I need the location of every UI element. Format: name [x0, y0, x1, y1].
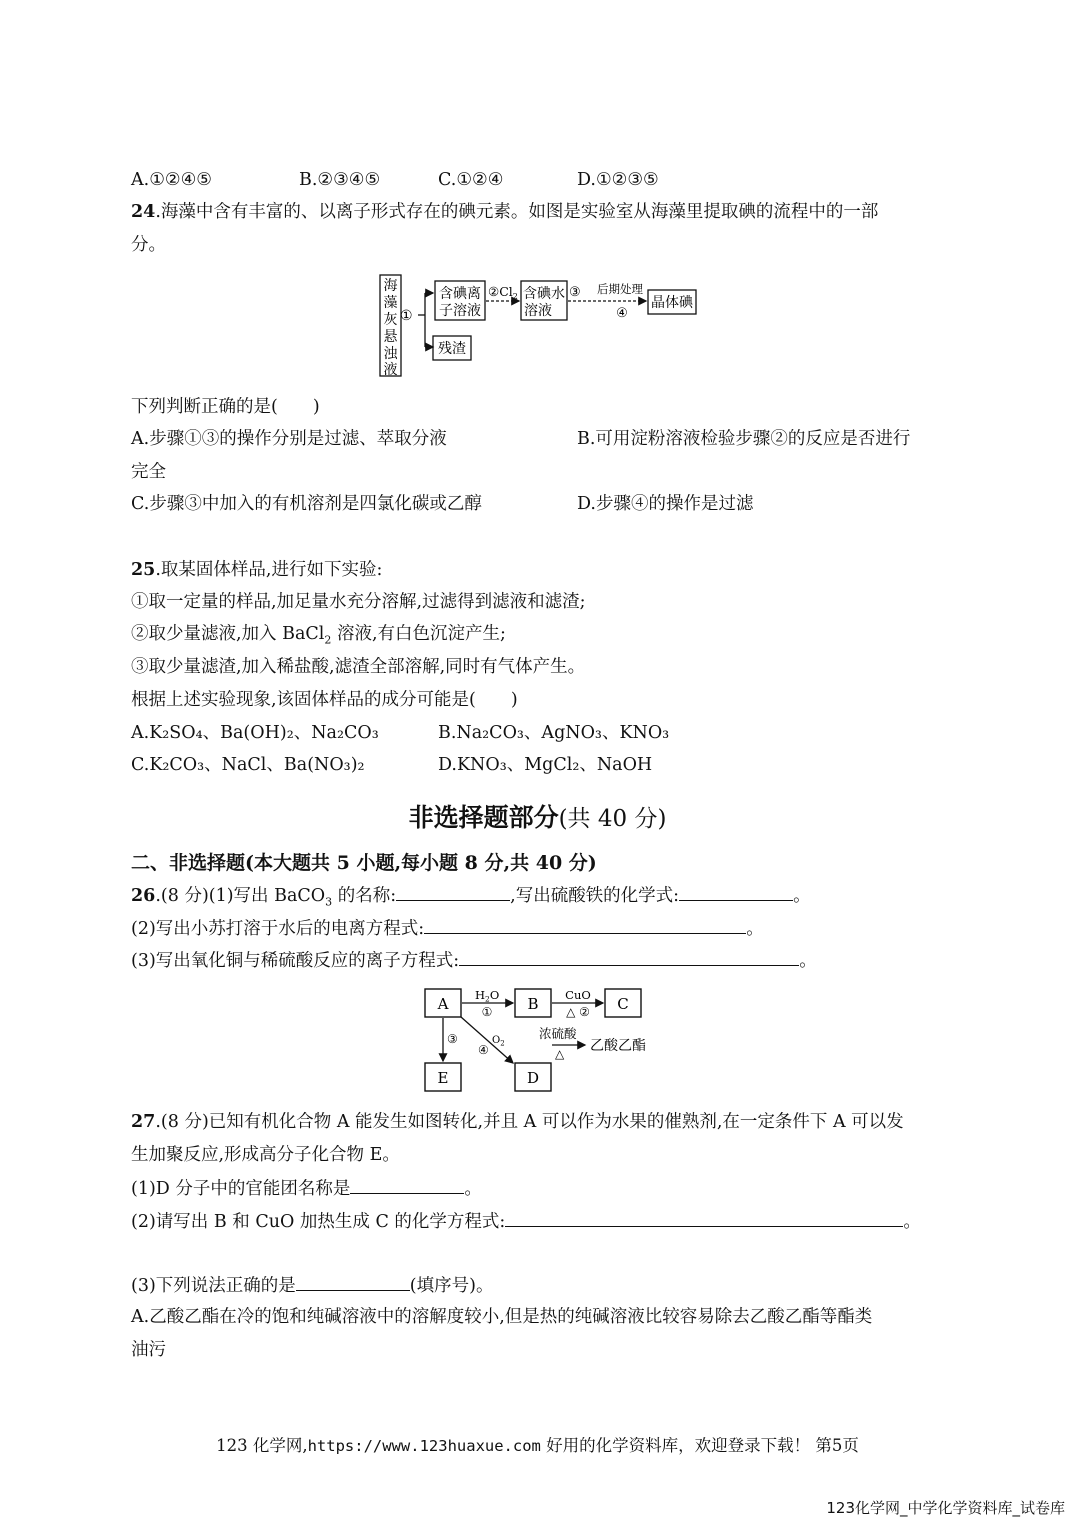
q27-part-2: (2)请写出 B 和 CuO 加热生成 C 的化学方程式: 。	[131, 1208, 921, 1234]
part2-heading: 二、非选择题(本大题共 5 小题,每小题 8 分,共 40 分)	[131, 852, 597, 874]
scheme-label-d: D	[526, 1069, 540, 1087]
q24-stem-text: .海藻中含有丰富的、以离子形式存在的碘元素。如图是实验室从海藻里提取碘的流程中的一部	[155, 202, 879, 222]
scheme-ester: 乙酸乙酯	[590, 1038, 646, 1054]
q25-stem-text: .取某固体样品,进行如下实验:	[155, 560, 383, 580]
q26-blank-ionic-equation[interactable]	[459, 947, 799, 966]
q24-stem-cont: 分。	[131, 235, 166, 255]
flow-step-1: ①	[400, 308, 413, 324]
q25-step-3: ③取少量滤渣,加入稀盐酸,滤渣全部溶解,同时有气体产生。	[131, 657, 586, 677]
footer-slogan: 好用的化学资料库，欢迎登录下载！	[540, 1436, 816, 1455]
scheme-heat: △	[555, 1047, 565, 1061]
q25-number: 25	[131, 560, 156, 580]
q27-blank-equation[interactable]	[505, 1208, 903, 1227]
q24-option-a: A.步骤①③的操作分别是过滤、萃取分液	[131, 429, 447, 449]
flow-step-3: ③	[569, 285, 581, 300]
q26-blank-formula[interactable]	[679, 882, 793, 901]
flow-start-char-3: 灰	[383, 312, 398, 328]
q24-flow-diagram	[370, 268, 710, 382]
scheme-step-2: △ ②	[566, 1005, 590, 1019]
scheme-label-b: B	[527, 995, 539, 1013]
flow-box2-line2: 溶液	[524, 303, 552, 319]
q25-option-c: C.K₂CO₃、NaCl、Ba(NO₃)₂	[131, 755, 365, 775]
q23-option-a: A.①②④⑤	[131, 170, 212, 190]
q27-stem	[131, 1110, 904, 1134]
q24-question: 下列判断正确的是( )	[131, 397, 320, 417]
section-score: (共 40 分)	[558, 806, 667, 832]
scheme-label-a: A	[437, 995, 449, 1013]
scheme-step-3: ③	[447, 1032, 458, 1046]
q26-blank-name[interactable]	[396, 882, 510, 901]
flow-start-char-1: 海	[383, 278, 398, 294]
flow-product: 晶体碘	[651, 295, 693, 311]
q26-line-3: (3)写出氧化铜与稀硫酸反应的离子方程式: 。	[131, 947, 817, 973]
q27-stem-text: .(8 分)已知有机化合物 A 能发生如图转化,并且 A 可以作为水果的催熟剂,在一定条件下 A 可以发	[155, 1112, 904, 1132]
flow-start-char-2: 藻	[383, 295, 398, 311]
q27-option-a-cont: 油污	[131, 1340, 166, 1360]
footer-site: 123 化学网,	[216, 1436, 308, 1455]
q26-line-2: (2)写出小苏打溶于水后的电离方程式: 。	[131, 915, 764, 941]
q25-option-a: A.K₂SO₄、Ba(OH)₂、Na₂CO₃	[131, 723, 379, 743]
q23-option-b: B.②③④⑤	[299, 170, 381, 190]
q27-number: 27	[131, 1112, 156, 1132]
q27-part-3: (3)下列说法正确的是 (填序号)。	[131, 1272, 493, 1298]
q23-option-c: C.①②④	[438, 170, 504, 190]
q25-step-1: ①取一定量的样品,加足量水充分溶解,过滤得到滤液和滤渣;	[131, 592, 586, 612]
section-title-text: 非选择题部分	[408, 803, 559, 832]
q24-number: 24	[131, 202, 156, 222]
q25-stem	[131, 558, 382, 582]
q27-part-1: (1)D 分子中的官能团名称是 。	[131, 1175, 482, 1201]
flow-box1-line2: 子溶液	[439, 303, 481, 319]
flow-residue: 残渣	[438, 341, 466, 357]
scheme-h2o: $H_2O$	[475, 988, 500, 1004]
scheme-step-1: ①	[481, 1005, 493, 1019]
scheme-label-c: C	[617, 995, 629, 1013]
q24-option-b: B.可用淀粉溶液检验步骤②的反应是否进行	[577, 429, 911, 449]
q24-option-b-cont: 完全	[131, 462, 166, 482]
flow-start-char-5: 浊	[383, 346, 398, 362]
flow-box2-line1: 含碘水	[523, 286, 565, 302]
q27-blank-answer[interactable]	[296, 1272, 410, 1291]
q25-option-b: B.Na₂CO₃、AgNO₃、KNO₃	[438, 723, 670, 743]
q25-option-d: D.KNO₃、MgCl₂、NaOH	[438, 755, 653, 775]
q27-stem-cont: 生加聚反应,形成高分子化合物 E。	[131, 1145, 400, 1165]
section-title	[0, 798, 1075, 834]
footer-url[interactable]: https://www.123huaxue.com	[307, 1437, 541, 1455]
page-footer	[0, 1432, 1075, 1456]
q27-blank-functional-group[interactable]	[350, 1175, 464, 1194]
scheme-cuo: CuO	[565, 988, 591, 1002]
q27-reaction-scheme	[415, 983, 665, 1095]
q24-option-d: D.步骤④的操作是过滤	[577, 494, 754, 514]
flow-step-2: $②Cl_2$	[488, 284, 518, 301]
flow-box1-line1: 含碘离	[439, 286, 481, 302]
q27-option-a: A.乙酸乙酯在冷的饱和纯碱溶液中的溶解度较小,但是热的纯碱溶液比较容易除去乙酸乙酯等酯类	[131, 1307, 873, 1327]
scheme-conc-acid: 浓硫酸	[539, 1026, 577, 1041]
scheme-o2: $O_2$	[492, 1035, 505, 1048]
watermark: 123化学网_中学化学资料库_试卷库	[826, 1499, 1065, 1517]
q24-stem	[131, 200, 878, 224]
flow-start-char-4: 悬	[383, 329, 398, 345]
footer-page-number: 第5页	[815, 1436, 859, 1455]
q23-option-d: D.①②③⑤	[577, 170, 659, 190]
q24-option-c: C.步骤③中加入的有机溶剂是四氯化碳或乙醇	[131, 494, 482, 514]
flow-step-4-label: 后期处理	[597, 282, 643, 296]
q26-number: 26	[131, 886, 156, 906]
q26-blank-ionization[interactable]	[424, 915, 746, 934]
q25-question: 根据上述实验现象,该固体样品的成分可能是( )	[131, 690, 518, 710]
flow-step-4: ④	[616, 306, 628, 321]
q25-step-2: ②取少量滤液,加入 BaCl$_2$ 溶液,有白色沉淀产生;	[131, 624, 506, 647]
scheme-step-4: ④	[478, 1043, 489, 1057]
q26-line-1: 26.(8 分)(1)写出 BaCO$_3$ 的名称: ,写出硫酸铁的化学式: 。	[131, 882, 811, 915]
scheme-label-e: E	[437, 1069, 449, 1087]
flow-start-char-6: 液	[383, 362, 398, 378]
